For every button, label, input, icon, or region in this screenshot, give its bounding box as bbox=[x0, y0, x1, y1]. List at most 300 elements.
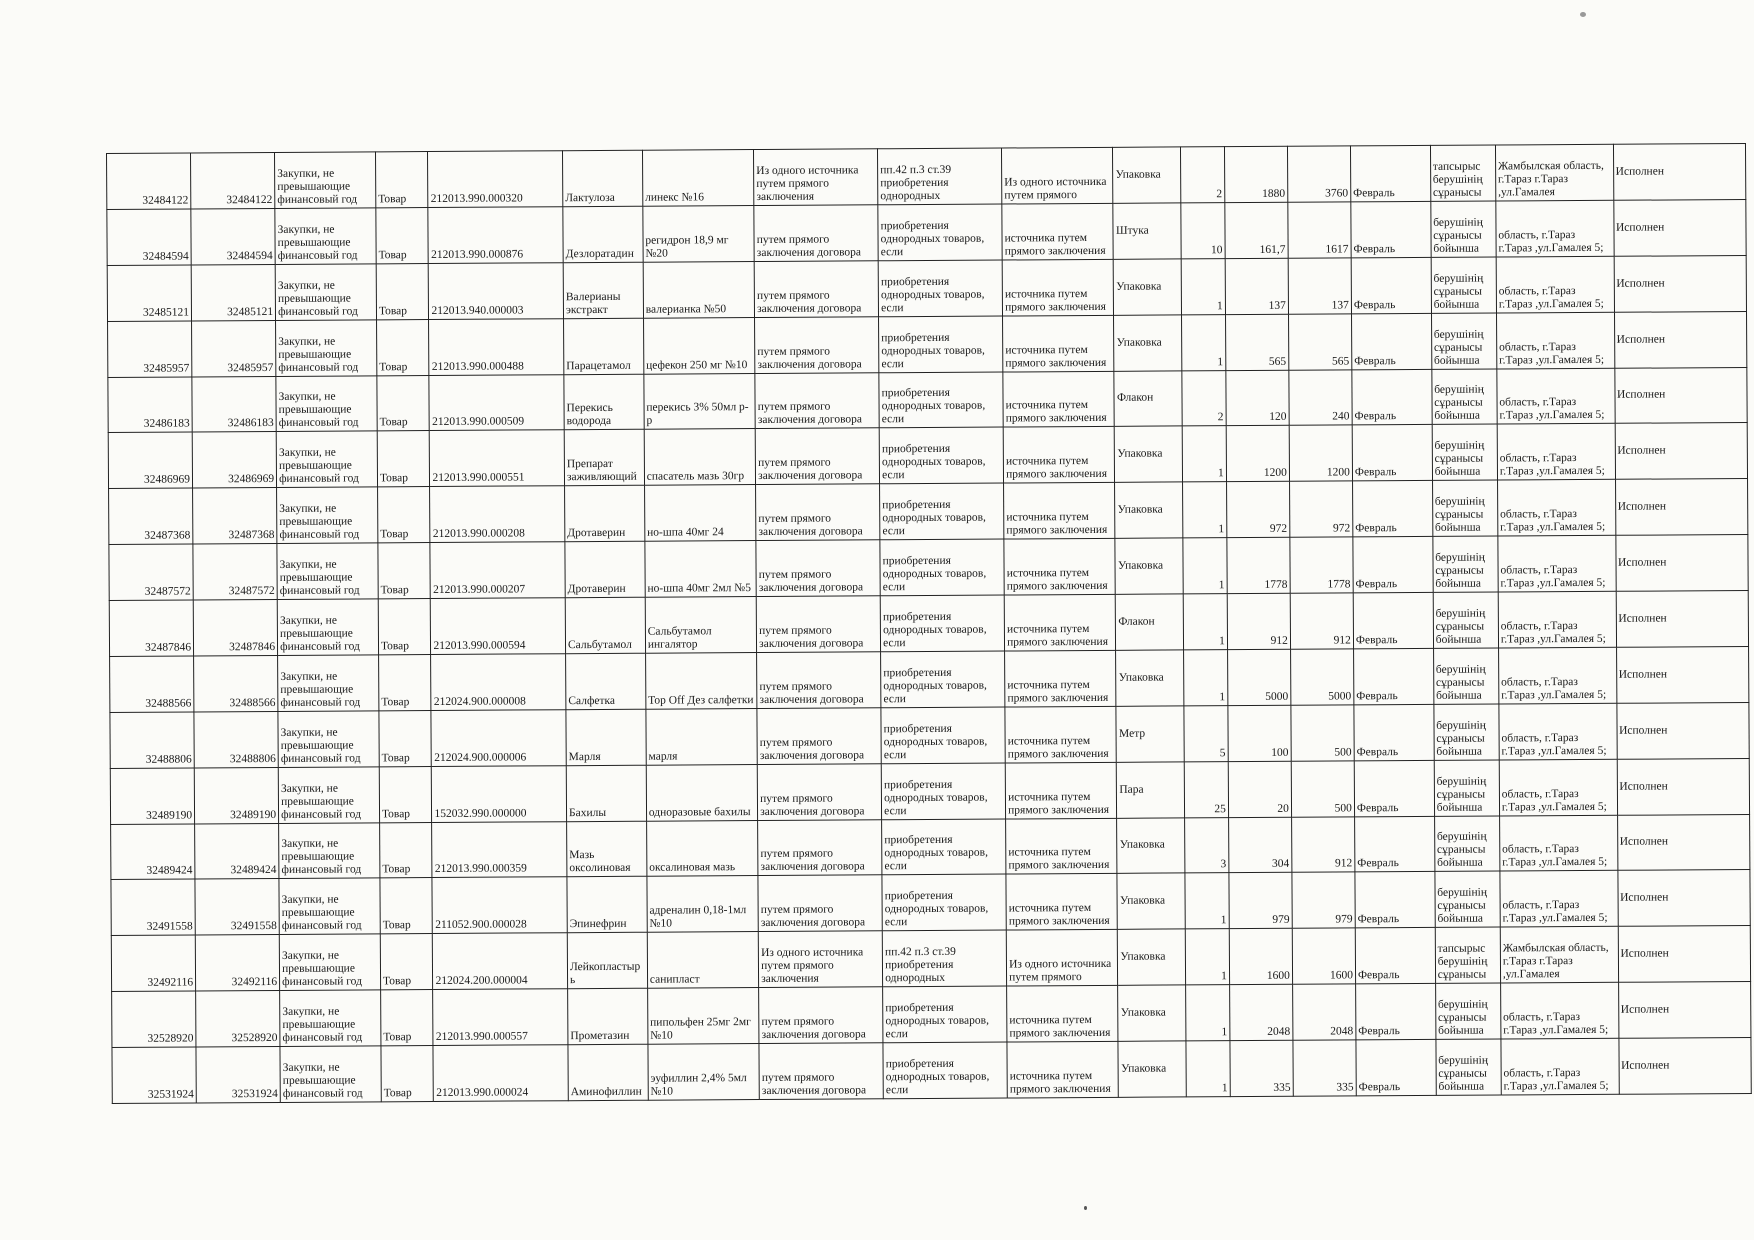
cell-qty: 2 bbox=[1182, 370, 1226, 426]
cell-basis: приобретения однородных товаров, если bbox=[883, 986, 1007, 1043]
cell-subject: Товар bbox=[381, 990, 434, 1046]
cell-doc: берушінің сұранысы бойынша bbox=[1435, 983, 1500, 1039]
cell-qty: 1 bbox=[1181, 258, 1225, 314]
cell-subject: Товар bbox=[376, 207, 429, 263]
cell-code: 212013.990.000208 bbox=[430, 486, 565, 543]
cell-id-b: 32484122 bbox=[191, 152, 275, 208]
cell-basis: приобретения однородных товаров, если bbox=[881, 763, 1005, 820]
cell-month: Февраль bbox=[1354, 760, 1434, 816]
cell-reason: источника путем прямого заключения bbox=[1006, 874, 1118, 931]
cell-code: 212013.990.000359 bbox=[432, 821, 567, 878]
cell-subject: Товар bbox=[376, 263, 429, 319]
cell-name: Эпинефрин bbox=[567, 877, 647, 933]
cell-subject: Товар bbox=[380, 878, 433, 934]
table-row bbox=[112, 1037, 1751, 1103]
cell-method: путем прямого заключения договора bbox=[754, 261, 878, 318]
cell-status: Исполнен bbox=[1616, 646, 1749, 703]
cell-price: 912 bbox=[1227, 593, 1290, 649]
cell-address: область, г.Тараз г.Тараз ,ул.Гамалея 5; bbox=[1496, 312, 1614, 369]
cell-address: Жамбылская область, г.Тараз г.Тараз ,ул.Гамалея bbox=[1495, 144, 1613, 201]
cell-qty: 1 bbox=[1183, 538, 1227, 594]
cell-characteristics: регидрон 18,9 мг №20 bbox=[643, 205, 755, 262]
cell-purchase-type: Закупки, не превышающие финансовый год bbox=[278, 766, 379, 822]
cell-sum: 1617 bbox=[1288, 202, 1351, 258]
cell-characteristics: валерианка №50 bbox=[643, 261, 755, 318]
cell-status: Исполнен bbox=[1617, 814, 1750, 871]
table-row bbox=[110, 702, 1749, 768]
cell-reason: источника путем прямого заключения bbox=[1002, 259, 1114, 316]
cell-qty: 1 bbox=[1186, 1041, 1230, 1097]
cell-subject: Товар bbox=[379, 710, 432, 766]
cell-id-b: 32492116 bbox=[195, 935, 279, 991]
cell-id-a: 32487572 bbox=[109, 544, 193, 600]
cell-id-b: 32489190 bbox=[194, 767, 278, 823]
cell-reason: источника путем прямого заключения bbox=[1004, 538, 1116, 595]
cell-unit: Упаковка bbox=[1116, 650, 1184, 706]
table-row bbox=[109, 535, 1748, 601]
cell-name: Валерианы экстракт bbox=[563, 262, 643, 318]
cell-sum: 979 bbox=[1292, 872, 1355, 928]
cell-qty: 10 bbox=[1181, 203, 1225, 259]
cell-characteristics: санипласт bbox=[647, 932, 759, 989]
cell-address: Жамбылская область, г.Тараз г.Тараз ,ул.Гамалея bbox=[1500, 927, 1618, 984]
cell-price: 972 bbox=[1226, 482, 1289, 538]
cell-month: Февраль bbox=[1351, 313, 1431, 369]
cell-reason: источника путем прямого заключения bbox=[1003, 371, 1115, 428]
cell-basis: приобретения однородных товаров, если bbox=[880, 595, 1004, 652]
cell-purchase-type: Закупки, не превышающие финансовый год bbox=[280, 1046, 381, 1103]
cell-purchase-type: Закупки, не превышающие финансовый год bbox=[278, 711, 379, 767]
cell-code: 212013.990.000876 bbox=[428, 207, 563, 264]
cell-month: Февраль bbox=[1353, 648, 1433, 704]
cell-unit: Упаковка bbox=[1114, 315, 1182, 371]
cell-id-a: 32488806 bbox=[110, 712, 194, 768]
cell-reason: источника путем прямого заключения bbox=[1005, 706, 1117, 763]
cell-id-b: 32484594 bbox=[191, 208, 275, 264]
cell-doc: тапсырыс берушінің сұранысы bbox=[1435, 927, 1500, 983]
cell-address: область, г.Тараз г.Тараз ,ул.Гамалея 5; bbox=[1501, 1038, 1619, 1095]
cell-sum: 5000 bbox=[1290, 649, 1353, 705]
table-row bbox=[108, 311, 1747, 377]
cell-status: Исполнен bbox=[1614, 255, 1747, 312]
cell-address: область, г.Тараз г.Тараз ,ул.Гамалея 5; bbox=[1500, 982, 1618, 1039]
cell-unit: Метр bbox=[1116, 706, 1184, 762]
cell-id-a: 32487368 bbox=[109, 488, 193, 544]
cell-month: Февраль bbox=[1353, 537, 1433, 593]
cell-price: 335 bbox=[1230, 1040, 1293, 1096]
cell-doc: берушінің сұранысы бойынша bbox=[1432, 424, 1497, 480]
cell-purchase-type: Закупки, не превышающие финансовый год bbox=[277, 543, 378, 599]
cell-unit: Штука bbox=[1113, 203, 1181, 259]
cell-purchase-type: Закупки, не превышающие финансовый год bbox=[279, 878, 380, 934]
cell-id-a: 32486183 bbox=[108, 376, 192, 432]
cell-month: Февраль bbox=[1353, 592, 1433, 648]
cell-status: Исполнен bbox=[1613, 199, 1746, 256]
cell-basis: пп.42 п.3 ст.39 приобретения однородных bbox=[882, 930, 1006, 987]
cell-address: область, г.Тараз г.Тараз ,ул.Гамалея 5; bbox=[1497, 480, 1615, 537]
cell-id-a: 32485957 bbox=[108, 321, 192, 377]
cell-code: 212013.990.000509 bbox=[429, 374, 564, 431]
cell-id-b: 32489424 bbox=[195, 823, 279, 879]
cell-code: 212024.200.000004 bbox=[433, 933, 568, 990]
cell-month: Февраль bbox=[1354, 816, 1434, 872]
cell-method: путем прямого заключения договора bbox=[757, 652, 881, 709]
table-row bbox=[110, 646, 1749, 712]
cell-basis: приобретения однородных товаров, если bbox=[881, 707, 1005, 764]
cell-month: Февраль bbox=[1351, 201, 1431, 257]
table-row bbox=[109, 590, 1748, 656]
cell-id-b: 32487368 bbox=[193, 488, 277, 544]
cell-purchase-type: Закупки, не превышающие финансовый год bbox=[276, 431, 377, 487]
cell-method: путем прямого заключения договора bbox=[756, 484, 880, 541]
cell-basis: приобретения однородных товаров, если bbox=[878, 204, 1002, 261]
cell-method: путем прямого заключения договора bbox=[759, 1043, 883, 1100]
cell-name: Перекись водорода bbox=[564, 374, 644, 430]
cell-method: путем прямого заключения договора bbox=[757, 708, 881, 765]
cell-doc: берушінің сұранысы бойынша bbox=[1433, 592, 1498, 648]
cell-qty: 1 bbox=[1182, 482, 1226, 538]
cell-characteristics: эуфиллин 2,4% 5мл №10 bbox=[648, 1044, 760, 1101]
cell-name: Марля bbox=[566, 709, 646, 765]
cell-qty: 1 bbox=[1182, 426, 1226, 482]
cell-month: Февраль bbox=[1350, 145, 1430, 201]
cell-qty: 1 bbox=[1185, 873, 1229, 929]
table-row bbox=[111, 814, 1750, 880]
table-row bbox=[107, 255, 1746, 321]
cell-doc: берушінің сұранысы бойынша bbox=[1434, 760, 1499, 816]
cell-method: путем прямого заключения договора bbox=[756, 540, 880, 597]
cell-month: Февраль bbox=[1352, 369, 1432, 425]
cell-method: путем прямого заключения договора bbox=[757, 763, 881, 820]
cell-code: 212013.990.000320 bbox=[428, 151, 563, 208]
cell-method: Из одного источника путем прямого заключения bbox=[754, 149, 878, 206]
cell-price: 161,7 bbox=[1225, 202, 1288, 258]
cell-name: Препарат заживляющий bbox=[564, 430, 644, 486]
cell-month: Февраль bbox=[1352, 425, 1432, 481]
cell-code: 212013.940.000003 bbox=[429, 262, 564, 319]
cell-doc: берушінің сұранысы бойынша bbox=[1435, 871, 1500, 927]
table-row bbox=[109, 479, 1748, 545]
cell-reason: источника путем прямого заключения bbox=[1003, 427, 1115, 484]
cell-status: Исполнен bbox=[1618, 926, 1751, 983]
cell-id-b: 32488806 bbox=[194, 711, 278, 767]
cell-month: Февраль bbox=[1351, 257, 1431, 313]
cell-subject: Товар bbox=[378, 599, 431, 655]
cell-price: 5000 bbox=[1227, 649, 1290, 705]
cell-price: 20 bbox=[1228, 761, 1291, 817]
cell-name: Дротаверин bbox=[564, 485, 644, 541]
cell-characteristics: оксалиновая мазь bbox=[646, 820, 758, 877]
cell-reason: источника путем прямого заключения bbox=[1002, 203, 1114, 260]
cell-method: путем прямого заключения договора bbox=[755, 372, 879, 429]
cell-id-b: 32485121 bbox=[191, 264, 275, 320]
cell-name: Аминофиллин bbox=[568, 1044, 648, 1100]
cell-id-b: 32486183 bbox=[192, 376, 276, 432]
cell-basis: приобретения однородных товаров, если bbox=[880, 539, 1004, 596]
cell-doc: берушінің сұранысы бойынша bbox=[1433, 536, 1498, 592]
cell-name: Лактулоза bbox=[562, 150, 642, 206]
cell-address: область, г.Тараз г.Тараз ,ул.Гамалея 5; bbox=[1498, 591, 1616, 648]
cell-name: Сальбутамол bbox=[565, 597, 645, 653]
cell-price: 1778 bbox=[1227, 537, 1290, 593]
cell-subject: Товар bbox=[378, 543, 431, 599]
cell-name: Мазь оксолиновая bbox=[567, 821, 647, 877]
cell-sum: 240 bbox=[1289, 369, 1352, 425]
cell-subject: Товар bbox=[377, 487, 430, 543]
cell-id-a: 32489190 bbox=[110, 768, 194, 824]
cell-code: 152032.990.000000 bbox=[432, 765, 567, 822]
cell-status: Исполнен bbox=[1615, 535, 1748, 592]
table-row bbox=[111, 870, 1750, 936]
cell-subject: Товар bbox=[379, 654, 432, 710]
cell-basis: приобретения однородных товаров, если bbox=[878, 260, 1002, 317]
cell-id-a: 32484594 bbox=[107, 209, 191, 265]
cell-id-b: 32528920 bbox=[196, 991, 280, 1047]
cell-characteristics: перекись 3% 50мл р-р bbox=[644, 373, 756, 430]
cell-characteristics: спасатель мазь 30гр bbox=[644, 429, 756, 486]
cell-address: область, г.Тараз г.Тараз ,ул.Гамалея 5; bbox=[1500, 871, 1618, 928]
cell-qty: 3 bbox=[1184, 817, 1228, 873]
cell-subject: Товар bbox=[381, 1046, 434, 1102]
cell-sum: 1778 bbox=[1290, 537, 1353, 593]
table-row bbox=[107, 199, 1746, 265]
cell-month: Февраль bbox=[1355, 928, 1435, 984]
cell-doc: берушінің сұранысы бойынша bbox=[1434, 704, 1499, 760]
cell-sum: 3760 bbox=[1287, 146, 1350, 202]
cell-reason: источника путем прямого заключения bbox=[1005, 650, 1117, 707]
table-row bbox=[111, 926, 1750, 992]
cell-sum: 565 bbox=[1288, 314, 1351, 370]
cell-purchase-type: Закупки, не превышающие финансовый год bbox=[277, 599, 378, 655]
cell-name: Салфетка bbox=[566, 653, 646, 709]
cell-qty: 25 bbox=[1184, 761, 1228, 817]
cell-reason: источника путем прямого заключения bbox=[1007, 985, 1119, 1042]
cell-month: Февраль bbox=[1355, 872, 1435, 928]
cell-code: 212024.900.000008 bbox=[431, 654, 566, 711]
cell-status: Исполнен bbox=[1617, 870, 1750, 927]
cell-reason: источника путем прямого заключения bbox=[1003, 315, 1115, 372]
cell-address: область, г.Тараз г.Тараз ,ул.Гамалея 5; bbox=[1498, 647, 1616, 704]
cell-doc: берушінің сұранысы бойынша bbox=[1434, 816, 1499, 872]
cell-doc: берушінің сұранысы бойынша bbox=[1431, 313, 1496, 369]
cell-basis: приобретения однородных товаров, если bbox=[882, 874, 1006, 931]
cell-characteristics: пипольфен 25мг 2мг №10 bbox=[647, 988, 759, 1045]
cell-price: 1600 bbox=[1229, 929, 1292, 985]
cell-code: 212013.990.000024 bbox=[433, 1045, 568, 1102]
cell-basis: приобретения однородных товаров, если bbox=[879, 372, 1003, 429]
cell-purchase-type: Закупки, не превышающие финансовый год bbox=[280, 990, 381, 1046]
cell-qty: 1 bbox=[1185, 929, 1229, 985]
cell-sum: 912 bbox=[1291, 816, 1354, 872]
cell-price: 304 bbox=[1228, 817, 1291, 873]
cell-purchase-type: Закупки, не превышающие финансовый год bbox=[279, 822, 380, 878]
cell-characteristics: но-шпа 40мг 24 bbox=[644, 485, 756, 542]
cell-unit: Упаковка bbox=[1118, 929, 1186, 985]
cell-price: 137 bbox=[1225, 258, 1288, 314]
cell-subject: Товар bbox=[376, 319, 429, 375]
cell-method: путем прямого заключения договора bbox=[758, 819, 882, 876]
cell-method: путем прямого заключения договора bbox=[755, 428, 879, 485]
cell-subject: Товар bbox=[377, 431, 430, 487]
cell-unit: Упаковка bbox=[1117, 817, 1185, 873]
cell-qty: 1 bbox=[1183, 594, 1227, 650]
cell-purchase-type: Закупки, не превышающие финансовый год bbox=[275, 208, 376, 264]
cell-subject: Товар bbox=[380, 822, 433, 878]
cell-month: Февраль bbox=[1352, 481, 1432, 537]
cell-id-a: 32531924 bbox=[112, 1047, 196, 1104]
cell-code: 212013.990.000207 bbox=[430, 542, 565, 599]
cell-characteristics: адреналин 0,18-1мл №10 bbox=[647, 876, 759, 933]
cell-characteristics: линекс №16 bbox=[642, 150, 754, 207]
cell-id-a: 32486969 bbox=[108, 432, 192, 488]
cell-method: Из одного источника путем прямого заключения bbox=[758, 931, 882, 988]
cell-qty: 1 bbox=[1185, 985, 1229, 1041]
cell-sum: 1600 bbox=[1292, 928, 1355, 984]
cell-sum: 335 bbox=[1293, 1040, 1356, 1096]
cell-status: Исполнен bbox=[1614, 311, 1747, 368]
cell-reason: источника путем прямого заключения bbox=[1005, 762, 1117, 819]
table-row bbox=[107, 143, 1746, 209]
cell-subject: Товар bbox=[380, 934, 433, 990]
scanned-table-sheet bbox=[106, 143, 1752, 1104]
cell-reason: Из одного источника путем прямого bbox=[1006, 930, 1118, 987]
cell-address: область, г.Тараз г.Тараз ,ул.Гамалея 5; bbox=[1499, 759, 1617, 816]
cell-id-b: 32531924 bbox=[196, 1046, 280, 1103]
cell-price: 2048 bbox=[1229, 984, 1292, 1040]
cell-status: Исполнен bbox=[1613, 143, 1746, 200]
cell-reason: источника путем прямого заключения bbox=[1007, 1041, 1119, 1098]
cell-address: область, г.Тараз г.Тараз ,ул.Гамалея 5; bbox=[1497, 368, 1615, 425]
cell-id-a: 32488566 bbox=[110, 656, 194, 712]
cell-sum: 137 bbox=[1288, 258, 1351, 314]
cell-doc: берушінің сұранысы бойынша bbox=[1431, 257, 1496, 313]
cell-basis: приобретения однородных товаров, если bbox=[882, 819, 1006, 876]
cell-status: Исполнен bbox=[1616, 590, 1749, 647]
cell-qty: 1 bbox=[1181, 314, 1225, 370]
cell-name: Лейкопластырь bbox=[567, 932, 647, 988]
cell-unit: Упаковка bbox=[1114, 259, 1182, 315]
cell-characteristics: цефекон 250 мг №10 bbox=[643, 317, 755, 374]
cell-doc: тапсырыс берушінің сұранысы bbox=[1430, 145, 1495, 201]
cell-price: 120 bbox=[1226, 370, 1289, 426]
cell-id-a: 32485121 bbox=[107, 265, 191, 321]
cell-status: Исполнен bbox=[1618, 1037, 1751, 1094]
cell-purchase-type: Закупки, не превышающие финансовый год bbox=[275, 152, 376, 208]
cell-characteristics: Top Off Дез салфетки bbox=[645, 652, 757, 709]
cell-status: Исполнен bbox=[1617, 758, 1750, 815]
cell-subject: Товар bbox=[375, 152, 428, 208]
cell-code: 212013.990.000594 bbox=[431, 598, 566, 655]
cell-unit: Упаковка bbox=[1118, 985, 1186, 1041]
cell-id-a: 32487846 bbox=[109, 600, 193, 656]
cell-reason: Из одного источника путем прямого bbox=[1002, 147, 1114, 204]
cell-unit: Упаковка bbox=[1115, 426, 1183, 482]
cell-address: область, г.Тараз г.Тараз ,ул.Гамалея 5; bbox=[1496, 200, 1614, 257]
cell-subject: Товар bbox=[379, 766, 432, 822]
cell-reason: источника путем прямого заключения bbox=[1004, 594, 1116, 651]
cell-sum: 2048 bbox=[1292, 984, 1355, 1040]
cell-id-b: 32487846 bbox=[193, 599, 277, 655]
cell-unit: Упаковка bbox=[1115, 538, 1183, 594]
cell-sum: 972 bbox=[1289, 481, 1352, 537]
cell-method: путем прямого заключения договора bbox=[754, 205, 878, 262]
cell-sum: 500 bbox=[1291, 705, 1354, 761]
cell-purchase-type: Закупки, не превышающие финансовый год bbox=[276, 375, 377, 431]
scan-speck bbox=[1580, 12, 1586, 17]
cell-month: Февраль bbox=[1355, 984, 1435, 1040]
cell-basis: приобретения однородных товаров, если bbox=[881, 651, 1005, 708]
cell-price: 979 bbox=[1229, 873, 1292, 929]
cell-price: 100 bbox=[1228, 705, 1291, 761]
cell-unit: Флакон bbox=[1114, 370, 1182, 426]
cell-sum: 912 bbox=[1290, 593, 1353, 649]
cell-address: область, г.Тараз г.Тараз ,ул.Гамалея 5; bbox=[1499, 815, 1617, 872]
cell-basis: приобретения однородных товаров, если bbox=[880, 483, 1004, 540]
cell-code: 212024.900.000006 bbox=[431, 709, 566, 766]
cell-address: область, г.Тараз г.Тараз ,ул.Гамалея 5; bbox=[1497, 424, 1615, 481]
cell-method: путем прямого заключения договора bbox=[758, 875, 882, 932]
cell-id-a: 32528920 bbox=[112, 991, 196, 1047]
scan-speck bbox=[1084, 1206, 1087, 1210]
cell-id-b: 32487572 bbox=[193, 544, 277, 600]
cell-code: 211052.900.000028 bbox=[432, 877, 567, 934]
cell-method: путем прямого заключения договора bbox=[755, 316, 879, 373]
cell-doc: берушінің сұранысы бойынша bbox=[1432, 369, 1497, 425]
cell-id-a: 32489424 bbox=[111, 823, 195, 879]
cell-unit: Упаковка bbox=[1118, 1041, 1186, 1097]
cell-unit: Пара bbox=[1117, 762, 1185, 818]
cell-purchase-type: Закупки, не превышающие финансовый год bbox=[279, 934, 380, 990]
cell-sum: 1200 bbox=[1289, 425, 1352, 481]
cell-doc: берушінің сұранысы бойынша bbox=[1433, 648, 1498, 704]
procurement-table bbox=[106, 143, 1752, 1104]
cell-basis: приобретения однородных товаров, если bbox=[883, 1042, 1007, 1099]
cell-month: Февраль bbox=[1356, 1039, 1436, 1095]
cell-method: путем прямого заключения договора bbox=[759, 987, 883, 1044]
cell-code: 212013.990.000557 bbox=[433, 989, 568, 1046]
cell-id-a: 32484122 bbox=[107, 153, 191, 209]
cell-id-b: 32488566 bbox=[194, 655, 278, 711]
cell-sum: 500 bbox=[1291, 761, 1354, 817]
cell-name: Дротаверин bbox=[565, 541, 645, 597]
cell-status: Исполнен bbox=[1616, 702, 1749, 759]
cell-subject: Товар bbox=[377, 375, 430, 431]
cell-code: 212013.990.000551 bbox=[430, 430, 565, 487]
cell-reason: источника путем прямого заключения bbox=[1006, 818, 1118, 875]
cell-doc: берушінің сұранысы бойынша bbox=[1436, 1039, 1501, 1095]
cell-qty: 5 bbox=[1184, 705, 1228, 761]
cell-price: 565 bbox=[1225, 314, 1288, 370]
cell-doc: берушінің сұранысы бойынша bbox=[1431, 201, 1496, 257]
cell-doc: берушінің сұранысы бойынша bbox=[1432, 480, 1497, 536]
cell-unit: Упаковка bbox=[1115, 482, 1183, 538]
cell-status: Исполнен bbox=[1614, 367, 1747, 424]
table-row bbox=[110, 758, 1749, 824]
cell-basis: приобретения однородных товаров, если bbox=[879, 316, 1003, 373]
cell-address: область, г.Тараз г.Тараз ,ул.Гамалея 5; bbox=[1499, 703, 1617, 760]
table-body bbox=[107, 143, 1752, 1103]
cell-reason: источника путем прямого заключения bbox=[1004, 483, 1116, 540]
cell-month: Февраль bbox=[1354, 704, 1434, 760]
cell-name: Бахилы bbox=[566, 765, 646, 821]
cell-status: Исполнен bbox=[1615, 423, 1748, 480]
cell-characteristics: одноразовые бахилы bbox=[646, 764, 758, 821]
cell-address: область, г.Тараз г.Тараз ,ул.Гамалея 5; bbox=[1496, 256, 1614, 313]
cell-unit: Упаковка bbox=[1113, 147, 1181, 203]
table-row bbox=[108, 423, 1747, 489]
cell-characteristics: марля bbox=[646, 708, 758, 765]
cell-name: Прометазин bbox=[568, 988, 648, 1044]
